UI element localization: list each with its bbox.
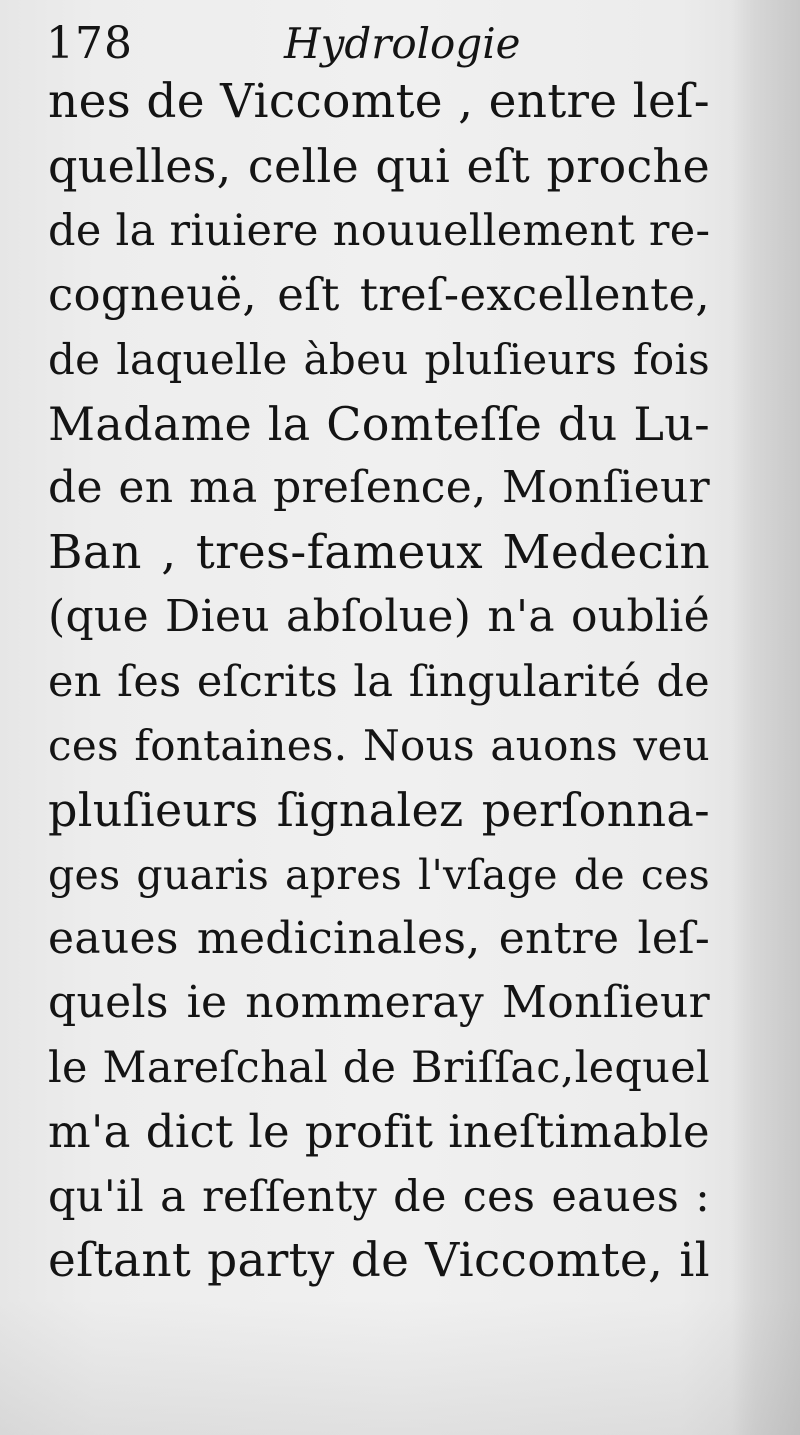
text-line: qu'il a reſſenty de ces eaues : — [48, 1171, 710, 1222]
page-header — [46, 14, 686, 74]
text-line: eaues medicinales, entre leſ- — [48, 913, 710, 965]
text-line: Ban , tres-fameux Medecin — [48, 524, 710, 580]
text-line: ges guaris apres l'vſage de ces — [48, 850, 710, 899]
text-line: m'a dict le profit ineſtimable — [48, 1105, 710, 1159]
body-text — [48, 70, 710, 1293]
text-line: de la riuiere nouuellement re- — [48, 205, 711, 256]
running-title: Hydrologie — [284, 19, 521, 68]
text-line: ces fontaines. Nous auons veu — [48, 720, 710, 770]
text-line: en ſes eſcrits la ſingularité de — [48, 656, 710, 707]
page-gutter-shadow — [732, 0, 800, 1435]
text-line: pluſieurs ſignalez perſonna- — [48, 783, 710, 838]
text-line: eſtant party de Viccomte, il — [48, 1233, 710, 1289]
text-line: quels ie nommeray Monſieur — [48, 977, 710, 1029]
text-line: Madame la Comteſſe du Lu- — [48, 396, 710, 451]
text-line: (que Dieu abſolue) n'a oublié — [48, 591, 710, 643]
text-line: cogneuë, eſt treſ-excellente, — [48, 268, 710, 322]
text-line: quelles, celle qui eſt proche — [48, 139, 710, 194]
text-line: le Mareſchal de Briſſac,lequel — [48, 1042, 710, 1093]
lower-margin — [0, 1300, 800, 1435]
text-line: nes de Viccomte , entre leſ- — [48, 74, 710, 129]
page-number: 178 — [46, 18, 133, 69]
text-line: de laquelle àbeu pluſieurs fois — [48, 334, 710, 384]
text-line: de en ma preſence, Monſieur — [48, 462, 710, 514]
